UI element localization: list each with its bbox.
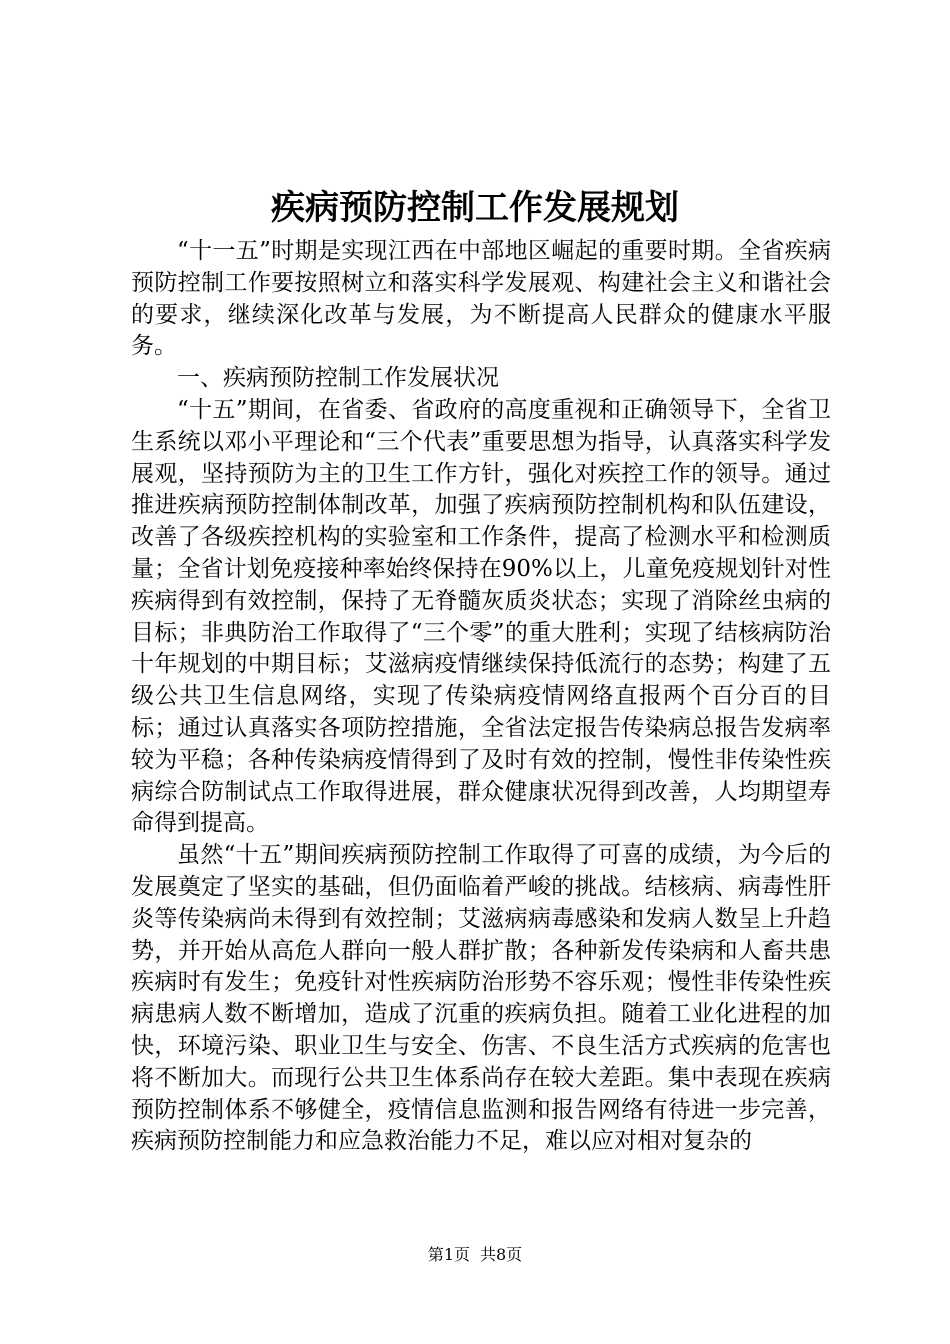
page-title: 疾病预防控制工作发展规划 bbox=[271, 188, 679, 228]
challenges-paragraph: 虽然“十五”期间疾病预防控制工作取得了可喜的成绩，为今后的发展奠定了坚实的基础，但仍面临着严峻的挑战。结核病、病毒性肝炎等传染病尚未得到有效控制；艾滋病病毒感染和发病人数呈上升趋势，并开始从高危人群向一般人群扩散；各种新发传染病和人畜共患疾病时有发生；免疫针对性疾病防治形势不容乐观；慢性非传染性疾病患病人数不断增加，造成了沉重的疾病负担。随着工业化进程的加快，环境污染、职业卫生与安全、伤害、不良生活方式疾病的危害也将不断加大。而现行公共卫生体系尚存在较大差距。集中表现在疾病预防控制体系不够健全，疫情信息监测和报告网络有待进一步完善，疾病预防控制能力和应急救治能力不足，难以应对相对复杂的 bbox=[131, 842, 831, 1155]
page-total: 共8页 bbox=[480, 1245, 523, 1264]
page-number: 第1页 bbox=[427, 1245, 470, 1264]
page-footer bbox=[0, 1243, 950, 1267]
section-heading: 一、疾病预防控制工作发展状况 bbox=[177, 365, 499, 392]
document-body bbox=[131, 236, 831, 1158]
intro-paragraph: “十一五”时期是实现江西在中部地区崛起的重要时期。全省疾病预防控制工作要按照树立和落实科学发展观、构建社会主义和谐社会的要求，继续深化改革与发展，为不断提高人民群众的健康水平服务。 bbox=[131, 238, 831, 360]
status-paragraph: “十五”期间，在省委、省政府的高度重视和正确领导下，全省卫生系统以邓小平理论和“三个代表”重要思想为指导，认真落实科学发展观，坚持预防为主的卫生工作方针，强化对疾控工作的领导。通过推进疾病预防控制体制改革，加强了疾病预防控制机构和队伍建设，改善了各级疾控机构的实验室和工作条件，提高了检测水平和检测质量；全省计划免疫接种率始终保持在90%以上，儿童免疫规划针对性疾病得到有效控制，保持了无脊髓灰质炎状态；实现了消除丝虫病的目标；非典防治工作取得了“三个零”的重大胜利；实现了结核病防治十年规划的中期目标；艾滋病疫情继续保持低流行的态势；构建了五级公共卫生信息网络，实现了传染病疫情网络直报两个百分百的目标；通过认真落实各项防控措施，全省法定报告传染病总报告发病率较为平稳；各种传染病疫情得到了及时有效的控制，慢性非传染性疾病综合防制试点工作取得进展，群众健康状况得到改善，人均期望寿命得到提高。 bbox=[131, 396, 831, 837]
